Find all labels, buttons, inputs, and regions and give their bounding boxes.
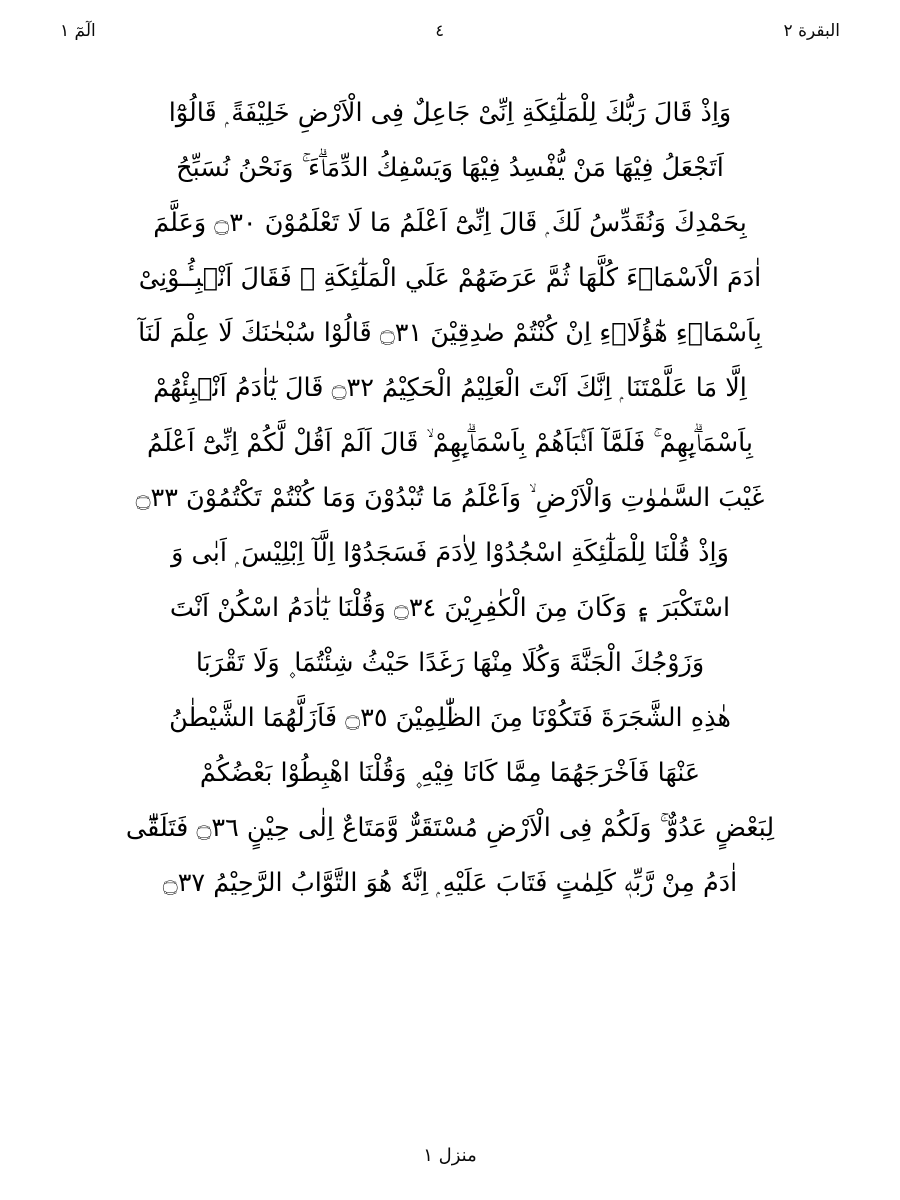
ayah-line: اسْتَكْبَرَ ۽ وَكَانَ مِنَ الْكٰفِرِيْنَ ۝٣٤ وَقُلْنَا يٰٓاٰدَمُ اسْكُنْ اَنْتَ xyxy=(169,593,731,623)
manzil-label: منزل ١ xyxy=(423,1145,477,1166)
ayah-line: وَزَوْجُكَ الْجَنَّةَ وَكُلَا مِنْهَا رَغَدًا حَيْثُ شِئْتُمَا ۪ وَلَا تَقْرَبَا xyxy=(195,648,705,678)
ayah-line: هٰذِهِ الشَّجَرَةَ فَتَكُوْنَا مِنَ الظّٰلِمِيْنَ ۝٣٥ فَاَزَلَّهُمَا الشَّيْطٰنُ xyxy=(169,703,731,733)
ayah-line: بِاَسْمَاۗءِ هٰٓؤُلَاۗءِ اِنْ كُنْتُمْ صٰدِقِيْنَ ۝٣١ قَالُوْا سُبْحٰنَكَ لَا عِلْمَ لَنَآ xyxy=(138,318,762,348)
ayah-line: بِحَمْدِكَ وَنُقَدِّسُ لَكَ ۭ قَالَ اِنِّىْٓ اَعْلَمُ مَا لَا تَعْلَمُوْنَ ۝٣٠ وَعَلَّمَ xyxy=(153,208,747,238)
ayah-line: اٰدَمَ الْاَسْمَاۗءَ كُلَّهَا ثُمَّ عَرَضَهُمْ عَلَي الْمَلٰٓئِكَةِ ۙ فَقَالَ اَنْۢبِـُٔـوْنِىْ xyxy=(138,263,762,293)
ayah-line: اِلَّا مَا عَلَّمْتَنَا ۭ اِنَّكَ اَنْتَ الْعَلِيْمُ الْحَكِيْمُ ۝٣٢ قَالَ يٰٓاٰدَمُ اَنْۢبِئْهُمْ xyxy=(153,373,747,403)
ayah-line: اٰدَمُ مِنْ رَّبِّهٖ كَلِمٰتٍ فَتَابَ عَلَيْهِ ۭ اِنَّهٗ هُوَ التَّوَّابُ الرَّحِيْمُ ۝٣٧ xyxy=(162,868,738,898)
page-footer xyxy=(0,1145,900,1166)
ayah-line: عَنْهَا فَاَخْرَجَهُمَا مِمَّا كَانَا فِيْهِ ۪ وَقُلْنَا اهْبِطُوْا بَعْضُكُمْ xyxy=(199,758,701,788)
ayah-line: بِاَسْمَاۗىِٕهِمْ ۚ فَلَمَّآ اَنْۢبَاَهُمْ بِاَسْمَاۗىِٕهِمْ ۙ قَالَ اَلَمْ اَقُلْ لَّكُمْ اِنِّىْٓ اَعْلَمُ xyxy=(146,428,753,458)
quran-text-block xyxy=(110,86,790,1090)
ayah-line: غَيْبَ السَّمٰوٰتِ وَالْاَرْضِ ۙ وَاَعْلَمُ مَا تُبْدُوْنَ وَمَا كُنْتُمْ تَكْتُمُوْنَ ۝٣٣ xyxy=(135,483,765,513)
page-header xyxy=(60,14,840,48)
ayah-line: اَتَجْعَلُ فِيْهَا مَنْ يُّفْسِدُ فِيْهَا وَيَسْفِكُ الدِّمَاۗءَ ۚ وَنَحْنُ نُسَبِّحُ xyxy=(176,153,724,183)
juz-mark: ٤ xyxy=(435,21,444,41)
ayah-line: وَاِذْ قُلْنَا لِلْمَلٰٓئِكَةِ اسْجُدُوْا لِاٰدَمَ فَسَجَدُوْٓا اِلَّآ اِبْلِيْسَ ۭ اَبٰى وَ xyxy=(171,538,729,568)
surah-label: البقرة ٢ xyxy=(783,20,840,41)
ayah-line: وَاِذْ قَالَ رَبُّكَ لِلْمَلٰٓئِكَةِ اِنِّىْ جَاعِلٌ فِى الْاَرْضِ خَلِيْفَةً ۭ قَالُوْٓا xyxy=(168,98,732,128)
ayah-line: لِبَعْضٍ عَدُوٌّ ۚ وَلَكُمْ فِى الْاَرْضِ مُسْتَقَرٌّ وَّمَتَاعٌ اِلٰى حِيْنٍ ۝٣٦ فَتَلَقّٰٓى xyxy=(125,813,775,843)
page-number: الٓمٓ ١ xyxy=(60,20,96,41)
